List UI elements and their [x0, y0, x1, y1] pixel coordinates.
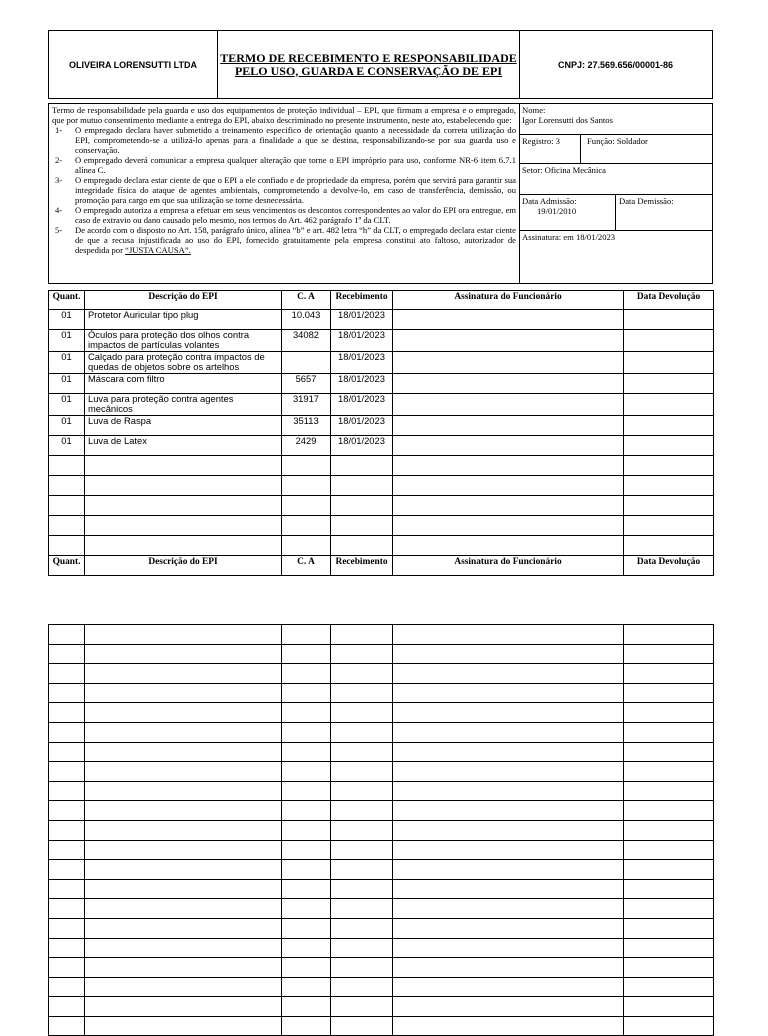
empty-table-row: [49, 536, 714, 556]
empty-cell[interactable]: [624, 820, 714, 840]
header-descricao: Descrição do EPI: [85, 556, 282, 576]
empty-cell[interactable]: [331, 762, 393, 782]
terms-item-number: 4-: [55, 205, 63, 215]
table-footer-header-row: [49, 556, 714, 576]
empty-table-row: [49, 801, 714, 821]
empty-cell[interactable]: [282, 879, 331, 899]
cell-descricao: Luva de Latex: [85, 436, 282, 456]
header-recebimento: Recebimento: [331, 556, 393, 576]
empty-cell[interactable]: [49, 742, 85, 762]
empty-cell[interactable]: [331, 840, 393, 860]
empty-cell[interactable]: [49, 625, 85, 645]
empty-table-row: [49, 977, 714, 997]
header-quant: Quant.: [49, 556, 85, 576]
setor-cell: [519, 164, 712, 195]
empty-cell[interactable]: [393, 516, 624, 536]
empty-cell[interactable]: [49, 762, 85, 782]
empty-cell[interactable]: [49, 703, 85, 723]
cell-ca: 34082: [282, 330, 331, 352]
empty-cell[interactable]: [49, 664, 85, 684]
empty-cell[interactable]: [49, 938, 85, 958]
empty-cell[interactable]: [282, 456, 331, 476]
empty-cell[interactable]: [624, 742, 714, 762]
empty-cell[interactable]: [624, 781, 714, 801]
terms-item-text: O empregado autoriza a empresa a efetuar em seus vencimentos os descontos correspondentes ao valor do EPI ora entregue, em caso de extravio ou dano causado pelo mesmo, nos termos do Art. 462 parágrafo 1º da CLT.: [75, 205, 516, 225]
empty-cell[interactable]: [393, 860, 624, 880]
empty-table-row: [49, 644, 714, 664]
empty-cell[interactable]: [624, 938, 714, 958]
empty-cell[interactable]: [331, 860, 393, 880]
table-header-row: [49, 291, 714, 310]
divider: [615, 195, 616, 230]
company-name-text: OLIVEIRA LORENSUTTI LTDA: [69, 59, 197, 70]
cell-ca: 5657: [282, 374, 331, 394]
cnpj-text: CNPJ: 27.569.656/00001-86: [557, 59, 674, 70]
empty-cell[interactable]: [393, 1016, 624, 1036]
empty-cell[interactable]: [624, 840, 714, 860]
empty-cell[interactable]: [624, 703, 714, 723]
empty-cell[interactable]: [49, 879, 85, 899]
empty-cell[interactable]: [624, 899, 714, 919]
cell-ca: [282, 352, 331, 374]
terms-list: [52, 125, 516, 255]
empty-table-row: [49, 899, 714, 919]
empty-cell[interactable]: [282, 997, 331, 1017]
empty-cell[interactable]: [393, 938, 624, 958]
empty-table-row: [49, 496, 714, 516]
table-row: [49, 416, 714, 436]
empty-table-row: [49, 1016, 714, 1036]
empty-cell[interactable]: [393, 664, 624, 684]
empty-table-row: [49, 997, 714, 1017]
empty-cell[interactable]: [624, 801, 714, 821]
empty-cell[interactable]: [393, 781, 624, 801]
empty-cell[interactable]: [49, 644, 85, 664]
empty-cell[interactable]: [624, 722, 714, 742]
cell-ca: 2429: [282, 436, 331, 456]
cell-descricao: Máscara com filtro: [85, 374, 282, 394]
header-descricao: Descrição do EPI: [85, 291, 282, 310]
table-row: [49, 394, 714, 416]
empty-table-row: [49, 860, 714, 880]
terms-item-text: O empregado declara estar ciente de que o EPI a ele confiado e de propriedade da empresa, porém que servirá para garantir sua integridade física do ataque de agentes ambientais, comprometendo a devolve-lo, em caso de transferência, demissão, ou promoção para cargo em que sua utilização se torne desnecessária.: [75, 175, 516, 205]
empty-cell[interactable]: [282, 722, 331, 742]
table-row: [49, 310, 714, 330]
empty-cell[interactable]: [624, 1016, 714, 1036]
empty-table-row: [49, 820, 714, 840]
empty-cell[interactable]: [393, 703, 624, 723]
cell-descricao: Calçado para proteção contra impactos de quedas de objetos sobre os artelhos: [85, 352, 282, 374]
empty-cell[interactable]: [49, 1016, 85, 1036]
justa-causa-text: “JUSTA CAUSA”.: [125, 245, 191, 255]
empty-cell[interactable]: [85, 899, 282, 919]
terms-item: [52, 125, 516, 155]
empty-cell[interactable]: [282, 536, 331, 556]
empty-cell[interactable]: [393, 840, 624, 860]
empty-cell[interactable]: [393, 820, 624, 840]
cell-data-devolucao[interactable]: [624, 436, 714, 456]
empty-cell[interactable]: [282, 938, 331, 958]
terms-intro: Termo de responsabilidade pela guarda e uso dos equipamentos de proteção individual – EPI, que firmam a empresa e o empregado, que por mutuo consentimento mediante a entrega do EPI, abaixo descriminado no presente instrumento, neste ato, estabelecendo que:: [52, 105, 516, 125]
empty-cell[interactable]: [282, 762, 331, 782]
empty-cell[interactable]: [85, 820, 282, 840]
empty-cell[interactable]: [49, 516, 85, 536]
empty-cell[interactable]: [85, 644, 282, 664]
empty-cell[interactable]: [85, 516, 282, 536]
empty-cell[interactable]: [85, 762, 282, 782]
cell-descricao: Protetor Auricular tipo plug: [85, 310, 282, 330]
cell-data-devolucao[interactable]: [624, 352, 714, 374]
empty-cell[interactable]: [49, 977, 85, 997]
empty-table-row: [49, 762, 714, 782]
terms-item: [52, 225, 516, 255]
empty-cell[interactable]: [49, 801, 85, 821]
cell-recebimento: 18/01/2023: [331, 436, 393, 456]
name-label: Nome:: [522, 105, 546, 115]
empty-cell[interactable]: [49, 840, 85, 860]
empty-cell[interactable]: [282, 860, 331, 880]
empty-cell[interactable]: [393, 879, 624, 899]
empty-cell[interactable]: [85, 1016, 282, 1036]
registro-funcao-cell: [519, 135, 712, 164]
terms-item-text: O empregado declara haver submetido a treinamento especifico de orientação quanto a necessidade da correta utilização do EPI, comprometendo-se a utilizá-lo apenas para a finalidade a que se destina, responsabilizando-se por sua guarda uso e conservação.: [75, 125, 516, 155]
empty-table-row: [49, 664, 714, 684]
empty-cell[interactable]: [331, 722, 393, 742]
cell-recebimento: 18/01/2023: [331, 416, 393, 436]
empty-cell[interactable]: [393, 742, 624, 762]
empty-cell[interactable]: [49, 958, 85, 978]
empty-cell[interactable]: [282, 644, 331, 664]
empty-cell[interactable]: [85, 918, 282, 938]
title-line-2: PELO USO, GUARDA E CONSERVAÇÃO DE EPI: [234, 63, 503, 78]
empty-cell[interactable]: [624, 664, 714, 684]
terms-item: [52, 175, 516, 205]
empty-cell[interactable]: [624, 536, 714, 556]
name-cell: [519, 104, 712, 135]
setor: Setor: Oficina Mecânica: [522, 165, 606, 175]
terms-item-number: 1-: [55, 125, 63, 135]
empty-cell[interactable]: [393, 977, 624, 997]
empty-cell[interactable]: [85, 781, 282, 801]
empty-cell[interactable]: [393, 536, 624, 556]
funcao: Função: Soldador: [587, 136, 648, 146]
cell-quant: 01: [49, 352, 85, 374]
empty-cell[interactable]: [85, 801, 282, 821]
empty-cell[interactable]: [282, 476, 331, 496]
cell-descricao: Luva para proteção contra agentes mecânicos: [85, 394, 282, 416]
header-ca: C. A: [282, 556, 331, 576]
epi-table: [48, 290, 714, 576]
empty-cell[interactable]: [85, 496, 282, 516]
empty-cell[interactable]: [331, 938, 393, 958]
empty-cell[interactable]: [331, 456, 393, 476]
empty-cell[interactable]: [393, 496, 624, 516]
cell-data-devolucao[interactable]: [624, 374, 714, 394]
empty-cell[interactable]: [624, 683, 714, 703]
empty-cell[interactable]: [624, 625, 714, 645]
empty-cell[interactable]: [393, 918, 624, 938]
empty-cell[interactable]: [331, 958, 393, 978]
empty-cell[interactable]: [331, 1016, 393, 1036]
empty-table-row: [49, 683, 714, 703]
empty-cell[interactable]: [624, 644, 714, 664]
cell-descricao: Luva de Raspa: [85, 416, 282, 436]
empty-cell[interactable]: [282, 664, 331, 684]
empty-cell[interactable]: [85, 840, 282, 860]
empty-cell[interactable]: [331, 997, 393, 1017]
empty-cell[interactable]: [49, 997, 85, 1017]
terms-item: [52, 155, 516, 175]
empty-cell[interactable]: [624, 762, 714, 782]
empty-cell[interactable]: [624, 879, 714, 899]
empty-cell[interactable]: [393, 762, 624, 782]
empty-cell[interactable]: [49, 496, 85, 516]
empty-cell[interactable]: [49, 918, 85, 938]
cell-ca: 10.043: [282, 310, 331, 330]
terms-item-number: 2-: [55, 155, 63, 165]
empty-cell[interactable]: [393, 958, 624, 978]
cell-assinatura[interactable]: [393, 416, 624, 436]
empty-cell[interactable]: [85, 742, 282, 762]
cell-recebimento: 18/01/2023: [331, 352, 393, 374]
empty-table-row: [49, 625, 714, 645]
empty-cell[interactable]: [282, 1016, 331, 1036]
table-row: [49, 436, 714, 456]
empty-cell[interactable]: [331, 899, 393, 919]
empty-cell[interactable]: [624, 918, 714, 938]
empty-cell[interactable]: [624, 958, 714, 978]
cell-quant: 01: [49, 310, 85, 330]
empty-cell[interactable]: [393, 456, 624, 476]
empty-cell[interactable]: [624, 476, 714, 496]
cell-assinatura[interactable]: [393, 394, 624, 416]
empty-cell[interactable]: [393, 722, 624, 742]
header-quant: Quant.: [49, 291, 85, 310]
cell-recebimento: 18/01/2023: [331, 330, 393, 352]
empty-cell[interactable]: [331, 781, 393, 801]
empty-cell[interactable]: [624, 496, 714, 516]
empty-cell[interactable]: [85, 977, 282, 997]
empty-cell[interactable]: [282, 516, 331, 536]
empty-cell[interactable]: [85, 958, 282, 978]
cnpj: [519, 30, 713, 99]
empty-cell[interactable]: [331, 516, 393, 536]
empty-cell[interactable]: [331, 918, 393, 938]
empty-cell[interactable]: [85, 879, 282, 899]
empty-cell[interactable]: [331, 879, 393, 899]
empty-cell[interactable]: [49, 820, 85, 840]
company-name: [48, 30, 217, 99]
cell-quant: 01: [49, 330, 85, 352]
terms-item: [52, 205, 516, 225]
empty-table-row: [49, 742, 714, 762]
empty-table-row: [49, 456, 714, 476]
cell-quant: 01: [49, 394, 85, 416]
empty-cell[interactable]: [331, 644, 393, 664]
empty-table-row: [49, 722, 714, 742]
empty-cell[interactable]: [282, 840, 331, 860]
empty-cell[interactable]: [49, 536, 85, 556]
empty-cell[interactable]: [331, 536, 393, 556]
empty-cell[interactable]: [624, 516, 714, 536]
empty-cell[interactable]: [282, 820, 331, 840]
admissao-date: 19/01/2010: [537, 206, 577, 216]
cell-assinatura[interactable]: [393, 374, 624, 394]
empty-table-row: [49, 703, 714, 723]
empty-cell[interactable]: [282, 918, 331, 938]
empty-cell[interactable]: [282, 742, 331, 762]
empty-cell[interactable]: [331, 977, 393, 997]
empty-cell[interactable]: [393, 644, 624, 664]
empty-table-row: [49, 516, 714, 536]
empty-cell[interactable]: [49, 722, 85, 742]
empty-cell[interactable]: [49, 456, 85, 476]
empty-cell[interactable]: [393, 899, 624, 919]
empty-cell[interactable]: [624, 860, 714, 880]
cell-quant: 01: [49, 416, 85, 436]
cell-data-devolucao[interactable]: [624, 394, 714, 416]
demissao-label: Data Demissão:: [619, 196, 674, 206]
empty-cell[interactable]: [282, 625, 331, 645]
empty-cell[interactable]: [49, 476, 85, 496]
terms-item-number: 5-: [55, 225, 63, 235]
empty-cell[interactable]: [49, 683, 85, 703]
cell-ca: 31917: [282, 394, 331, 416]
empty-cell[interactable]: [49, 899, 85, 919]
empty-cell[interactable]: [49, 860, 85, 880]
empty-cell[interactable]: [282, 496, 331, 516]
header-data-devolucao: Data Devolução: [624, 556, 714, 576]
empty-cell[interactable]: [331, 476, 393, 496]
empty-table-row: [49, 879, 714, 899]
cell-assinatura[interactable]: [393, 436, 624, 456]
empty-cell[interactable]: [282, 977, 331, 997]
cell-recebimento: 18/01/2023: [331, 310, 393, 330]
cell-data-devolucao[interactable]: [624, 310, 714, 330]
header-ca: C. A: [282, 291, 331, 310]
empty-cell[interactable]: [85, 456, 282, 476]
cell-quant: 01: [49, 436, 85, 456]
empty-cell[interactable]: [331, 664, 393, 684]
cell-assinatura[interactable]: [393, 352, 624, 374]
assinatura: Assinatura: em 18/01/2023: [522, 232, 616, 242]
header-data-devolucao: Data Devolução: [624, 291, 714, 310]
registro: Registro: 3: [522, 136, 560, 146]
empty-table-row: [49, 476, 714, 496]
empty-cell[interactable]: [85, 860, 282, 880]
empty-cell[interactable]: [282, 683, 331, 703]
empty-cell[interactable]: [624, 456, 714, 476]
empty-cell[interactable]: [85, 625, 282, 645]
empty-cell[interactable]: [85, 722, 282, 742]
blank-table: [48, 624, 714, 1036]
terms-block: [48, 103, 520, 284]
cell-recebimento: 18/01/2023: [331, 394, 393, 416]
terms-item-text: O empregado deverá comunicar a empresa qualquer alteração que torne o EPI impróprio para uso, conforme NR-6 item 6.7.1 alínea C.: [75, 155, 516, 175]
dates-cell: [519, 195, 712, 231]
table-row: [49, 352, 714, 374]
empty-table-row: [49, 918, 714, 938]
cell-data-devolucao[interactable]: [624, 416, 714, 436]
empty-cell[interactable]: [393, 683, 624, 703]
empty-cell[interactable]: [393, 801, 624, 821]
empty-cell[interactable]: [282, 781, 331, 801]
empty-table-row: [49, 781, 714, 801]
empty-cell[interactable]: [624, 977, 714, 997]
empty-cell[interactable]: [331, 703, 393, 723]
empty-cell[interactable]: [331, 683, 393, 703]
empty-cell[interactable]: [282, 801, 331, 821]
empty-cell[interactable]: [393, 625, 624, 645]
empty-cell[interactable]: [331, 496, 393, 516]
cell-quant: 01: [49, 374, 85, 394]
empty-cell[interactable]: [85, 664, 282, 684]
employee-info: [519, 103, 713, 284]
header-assinatura: Assinatura do Funcionário: [393, 291, 624, 310]
empty-cell[interactable]: [331, 742, 393, 762]
empty-table-row: [49, 958, 714, 978]
employee-name: Igor Lorensutti dos Santos: [522, 115, 613, 125]
empty-cell[interactable]: [331, 820, 393, 840]
admissao-label: Data Admissão:: [522, 196, 577, 206]
empty-table-row: [49, 938, 714, 958]
cell-recebimento: 18/01/2023: [331, 374, 393, 394]
terms-item-number: 3-: [55, 175, 63, 185]
cell-ca: 35113: [282, 416, 331, 436]
empty-cell[interactable]: [85, 938, 282, 958]
empty-cell[interactable]: [393, 476, 624, 496]
cell-assinatura[interactable]: [393, 330, 624, 352]
cell-descricao: Óculos para proteção dos olhos contra impactos de partículas volantes: [85, 330, 282, 352]
header-recebimento: Recebimento: [331, 291, 393, 310]
cell-assinatura[interactable]: [393, 310, 624, 330]
empty-cell[interactable]: [85, 997, 282, 1017]
empty-cell[interactable]: [624, 997, 714, 1017]
header-assinatura: Assinatura do Funcionário: [393, 556, 624, 576]
empty-cell[interactable]: [282, 899, 331, 919]
document-title: [217, 30, 520, 99]
empty-cell[interactable]: [282, 703, 331, 723]
empty-cell[interactable]: [85, 703, 282, 723]
empty-cell[interactable]: [393, 997, 624, 1017]
empty-cell[interactable]: [85, 476, 282, 496]
empty-cell[interactable]: [85, 536, 282, 556]
empty-cell[interactable]: [282, 958, 331, 978]
empty-table-row: [49, 840, 714, 860]
cell-data-devolucao[interactable]: [624, 330, 714, 352]
empty-cell[interactable]: [49, 781, 85, 801]
table-row: [49, 374, 714, 394]
assinatura-cell: [519, 231, 712, 283]
table-row: [49, 330, 714, 352]
title-line-1: TERMO DE RECEBIMENTO E RESPONSABILIDADE: [220, 50, 517, 65]
empty-cell[interactable]: [85, 683, 282, 703]
terms-item-text: De acordo com o disposto no Art. 158, parágrafo único, alínea “b” e art. 482 letra “h” da CLT, o empregado declara estar ciente de que a recusa injustificada ao uso do EPI, fornecido gratuitamente pela empresa constitui ato faltoso, autorizador de despedida por: [75, 225, 516, 255]
empty-cell[interactable]: [331, 625, 393, 645]
empty-cell[interactable]: [331, 801, 393, 821]
divider: [580, 135, 581, 163]
